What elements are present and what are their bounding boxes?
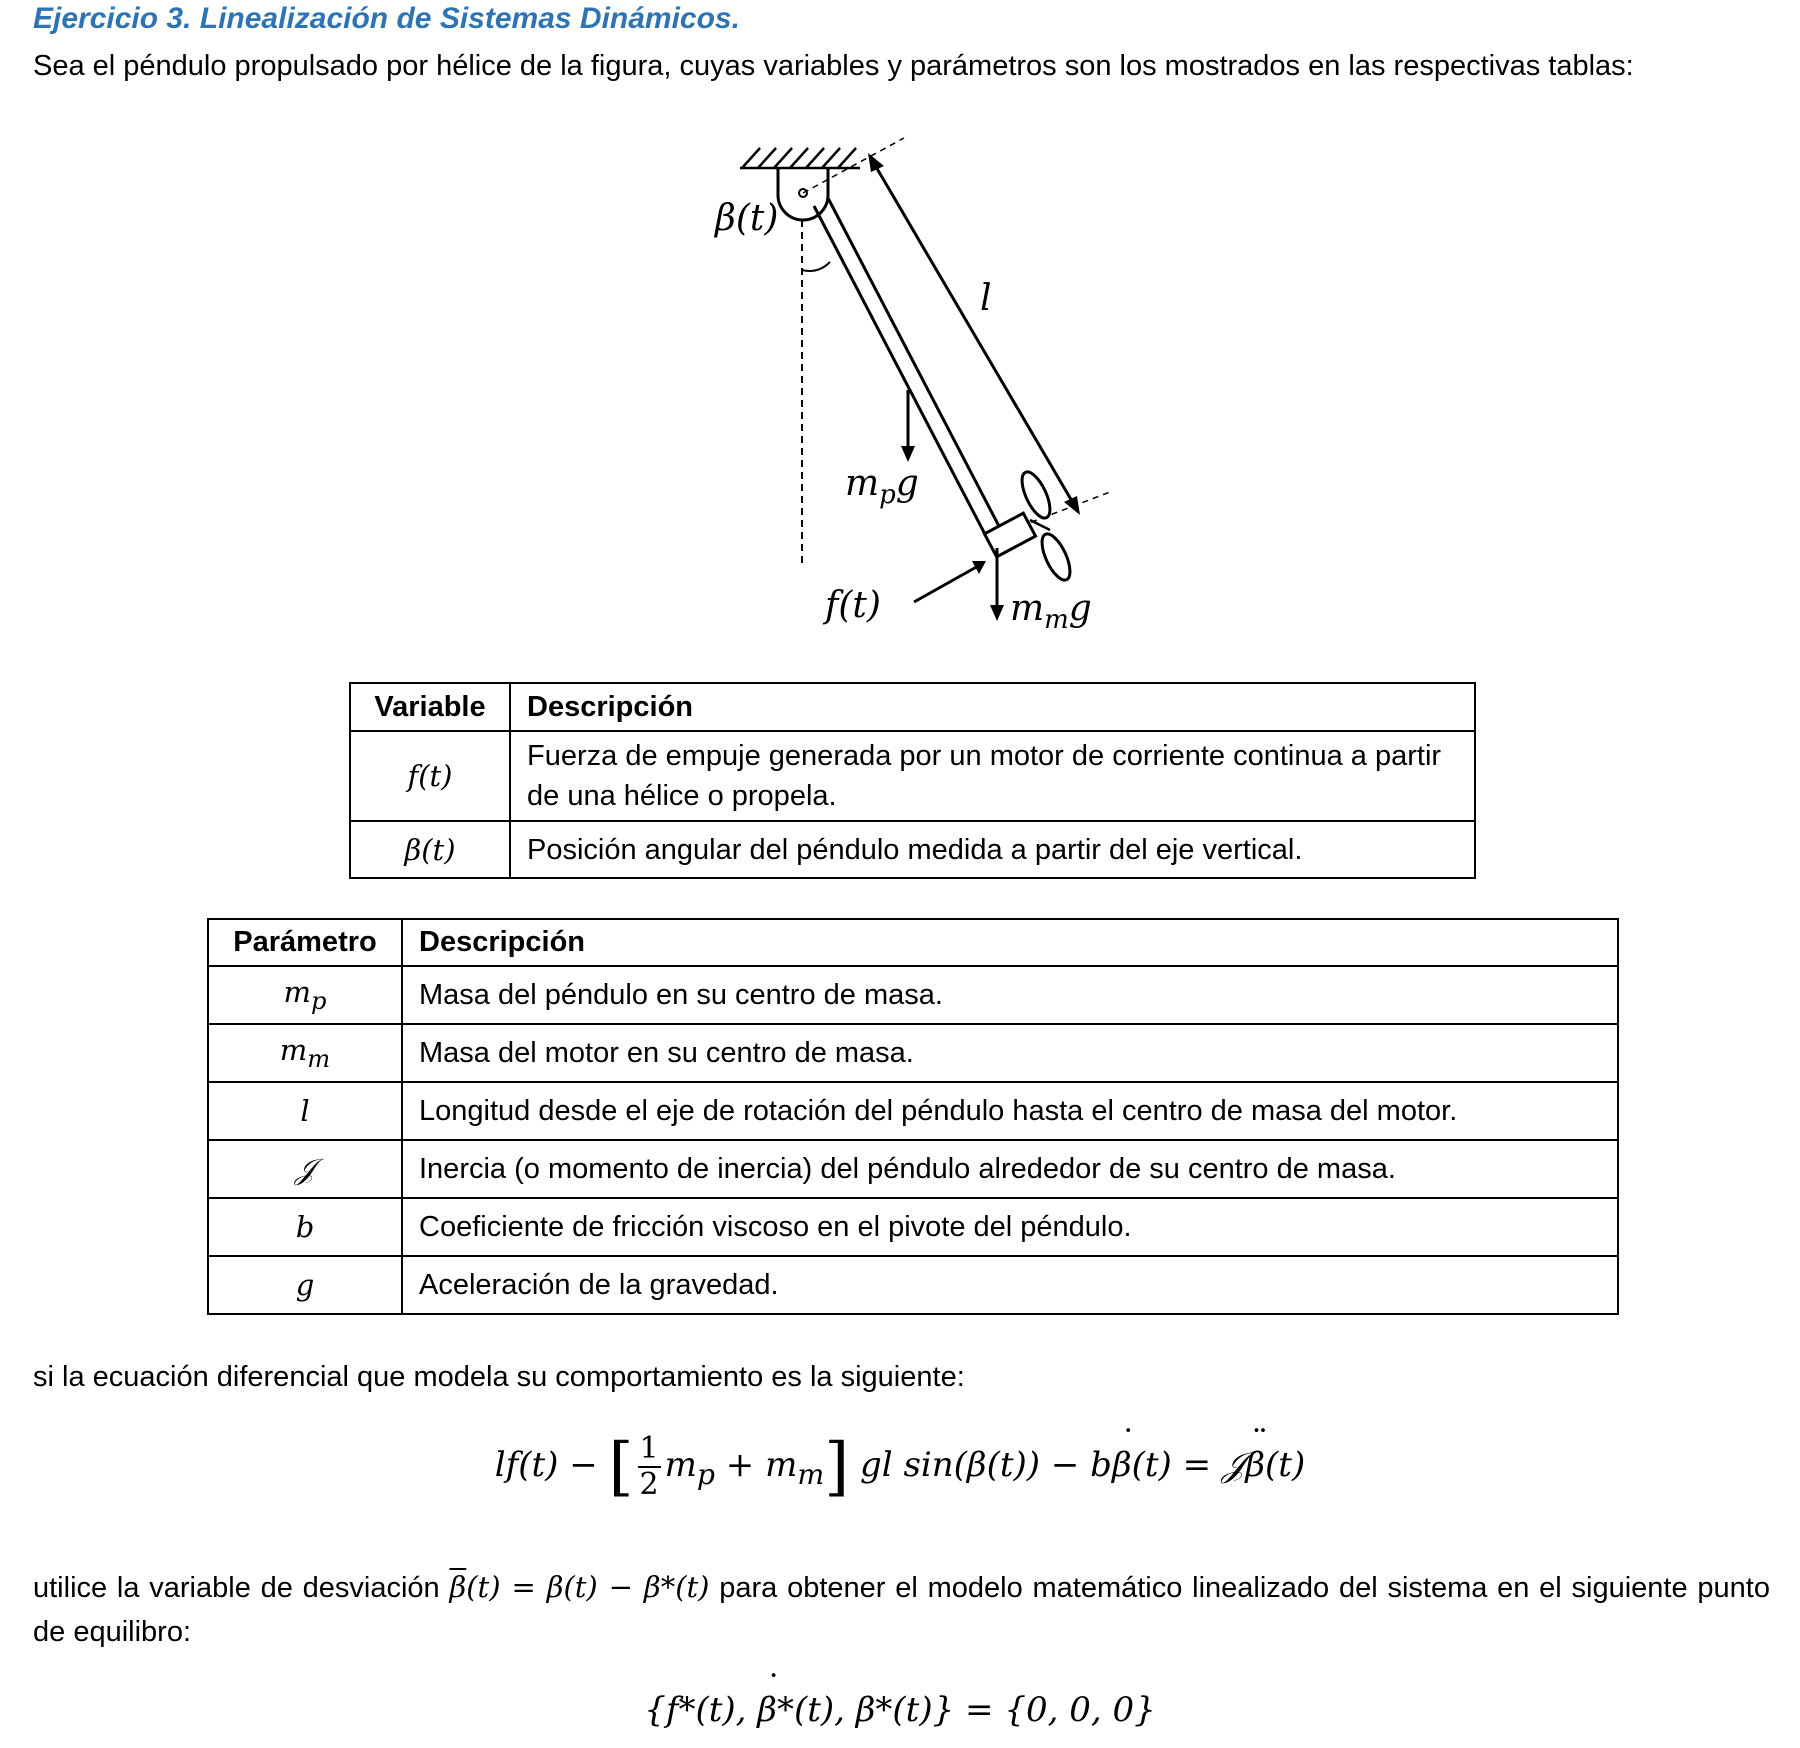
table-row: [350, 821, 1475, 878]
parameter-symbol: b: [208, 1198, 402, 1256]
equation-lhs: lf(t) −: [494, 1445, 609, 1485]
ceiling-support: [740, 148, 860, 168]
pendulum-weight-label: $m_pg$: [845, 463, 919, 510]
parameter-symbol: $m_m$: [208, 1024, 402, 1082]
sine-argument: (β(t)): [953, 1445, 1041, 1485]
table-row: [208, 1198, 1618, 1256]
variable-description: Posición angular del péndulo medida a partir del eje vertical.: [510, 821, 1475, 878]
subscript-p: p: [696, 1457, 715, 1491]
table-row: [208, 966, 1618, 1024]
fraction: [638, 1432, 661, 1502]
variable-symbol: β(t): [350, 821, 510, 878]
table-row: [208, 1024, 1618, 1082]
right-bracket: ]: [824, 1430, 850, 1504]
variable-description: Fuerza de empuje generada por un motor de corriente continua a partir de una hélice o propela.: [510, 731, 1475, 821]
parameter-description: Masa del péndulo en su centro de masa.: [402, 966, 1618, 1024]
propeller-blade-bottom: [1036, 530, 1075, 584]
parameters-table: [207, 918, 1619, 1315]
pendulum-figure: [690, 120, 1130, 640]
table-row: [208, 1082, 1618, 1140]
parameters-header-description: Descripción: [402, 919, 1618, 966]
parameter-description: Longitud desde el eje de rotación del péndulo hasta el centro de masa del motor.: [402, 1082, 1618, 1140]
parameter-description: Coeficiente de fricción viscoso en el pivote del péndulo.: [402, 1198, 1618, 1256]
equilibrium-left: {f*(t),: [644, 1690, 758, 1730]
beta-dot: β ˙: [1112, 1445, 1132, 1485]
differential-equation: [0, 1430, 1800, 1504]
friction-term: − b: [1040, 1445, 1112, 1485]
parameters-header-parameter: Parámetro: [208, 919, 402, 966]
mass-pendulum: m: [664, 1445, 697, 1485]
pivot-mount: [778, 168, 828, 220]
equilibrium-rest: *(t), β*(t)} = {0, 0, 0}: [776, 1690, 1156, 1730]
deviation-text-end: para obtener el modelo matemático linealizado del sistema en el siguiente punto de equilibro:: [33, 1572, 1770, 1648]
parameter-description: Aceleración de la gravedad.: [402, 1256, 1618, 1314]
motor-block: [984, 513, 1035, 557]
motor-weight-arrow: [990, 548, 1004, 621]
length-reference-top: [803, 138, 904, 193]
variables-header-description: Descripción: [510, 683, 1475, 731]
variables-table: [349, 682, 1476, 879]
time-argument: (t): [1265, 1445, 1306, 1485]
angle-arc: [802, 262, 830, 271]
parameter-description: Masa del motor en su centro de masa.: [402, 1024, 1618, 1082]
time-argument: (t): [1131, 1445, 1172, 1485]
gravity-sine-term: gl sin: [849, 1445, 954, 1485]
angle-label: β(t): [715, 198, 779, 239]
parameter-description: Inercia (o momento de inercia) del péndulo alrededor de su centro de masa.: [402, 1140, 1618, 1198]
motor-weight-label: $m_mg$: [1010, 588, 1092, 635]
fraction-numerator: 1: [639, 1431, 659, 1466]
table-row: [350, 731, 1475, 821]
subscript-m: m: [797, 1457, 825, 1491]
deviation-text-start: utilice la variable de desviación: [33, 1572, 440, 1604]
left-bracket: [: [608, 1430, 634, 1504]
length-label: l: [980, 278, 992, 319]
deviation-text: [33, 1565, 1770, 1654]
table-row: [208, 1140, 1618, 1198]
plus-sign: +: [714, 1445, 766, 1485]
beta-double-dot: β ¨: [1245, 1445, 1265, 1485]
parameter-symbol: g: [208, 1256, 402, 1314]
variable-symbol: f(t): [350, 731, 510, 821]
deviation-variable: β: [449, 1570, 467, 1604]
equilibrium-point: [0, 1690, 1800, 1730]
parameter-symbol: $m_p$: [208, 966, 402, 1024]
pendulum-weight-arrow: [901, 390, 915, 462]
force-label: f(t): [825, 585, 881, 626]
thrust-force-arrow: [914, 561, 986, 602]
parameter-symbol: 𝒥: [208, 1140, 402, 1198]
inertia-term: = 𝒥: [1171, 1445, 1246, 1485]
variables-header-variable: Variable: [350, 683, 510, 731]
mass-motor: m: [765, 1445, 798, 1485]
deviation-definition: (t) = β(t) − β*(t): [466, 1570, 710, 1604]
exercise-heading: Ejercicio 3. Linealización de Sistemas Dinámicos.: [33, 2, 740, 35]
parameter-symbol: l: [208, 1082, 402, 1140]
intro-text: Sea el péndulo propulsado por hélice de la figura, cuyas variables y parámetros son los mostrados en las respectivas tablas:: [33, 50, 1634, 82]
equation-intro-text: si la ecuación diferencial que modela su comportamiento es la siguiente:: [33, 1361, 965, 1393]
table-row: [208, 1256, 1618, 1314]
equilibrium-beta-dot: β ˙: [757, 1690, 777, 1730]
fraction-denominator: 2: [639, 1467, 659, 1502]
